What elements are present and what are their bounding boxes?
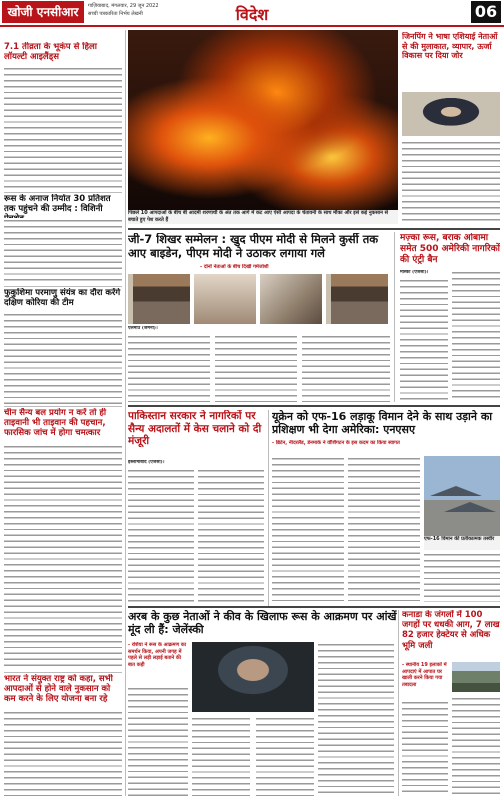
zelensky-photo — [192, 642, 314, 712]
obama-body-col1 — [400, 278, 448, 402]
zelensky-kicker: - रशिया ने रूस के आक्रमण का समर्थन किया, अपनी जगह में पहले से लड़ी लड़ाई बताने की बात कही — [128, 642, 187, 668]
zelensky-body-col3 — [256, 716, 314, 796]
pakistan-headline: पाकिस्तान सरकार ने नागरिकों पर सैन्य अदालतों में केस चलाने को दी मंजूरी — [128, 410, 262, 448]
canada-headline: कनाडा के जंगलों में 100 जगहों पर धधकी आग, 7 लाख 82 हजार हेक्टेयर से अधिक भूमि जली — [402, 610, 500, 651]
g7-meeting-photo — [260, 274, 322, 324]
f16-headline: यूक्रेन को एफ-16 लड़ाकू विमान देने के साथ उड़ाने का प्रशिक्षण भी देगा अमेरिका: एनएसए — [272, 410, 493, 437]
story5-headline: भारत ने संयुक्त राष्ट्र को कहा, सभी आपदाओं से होने वाले नुकसान को कम करने के लिए योजना बना रहे — [4, 674, 113, 705]
column-rule — [398, 610, 399, 796]
f16-body-col3 — [424, 552, 500, 602]
jet-shape — [430, 486, 482, 496]
g7-group-photo — [326, 274, 388, 324]
story4-body — [4, 444, 122, 670]
g7-body-col2 — [215, 334, 297, 402]
xi-body — [402, 140, 500, 224]
story2-headline: रूस के अनाज निर्यात 30 प्रतिशत तक पहुंचने की उम्मीद : विशिनी — [4, 194, 111, 215]
f16-caption: एफ-16 विमान की प्रतीकात्मक तस्वीर — [424, 536, 500, 550]
divider — [4, 192, 122, 193]
canada-body-col1 — [402, 700, 448, 796]
obama-dateline: मास्को (एजेंसी)। — [400, 270, 429, 275]
g7-headline: जी-7 शिखर सम्मेलन : खुद पीएम मोदी से मिलने कुर्सी तक आए बाइडेन, पीएम मोदी ने उठाकर लगाया गले — [128, 233, 379, 260]
story1-body — [4, 66, 122, 190]
dateline-date: गाज़ियाबाद, मंगलवार, 29 जून 2022 — [88, 3, 159, 9]
zelensky-headline: अरब के कुछ नेताओं ने कीव के खिलाफ रूस के आक्रमण पर आंखें मूंद ली हैं: जेलेंस्की — [128, 610, 397, 637]
canada-photo — [452, 662, 500, 692]
g7-body-col3 — [302, 334, 390, 402]
zelensky-body-col4 — [318, 642, 394, 796]
g7-handshake-photo — [194, 274, 256, 324]
g7-dateline: एलमाउ (जर्मनी)। — [128, 326, 158, 331]
divider — [4, 286, 122, 287]
masthead-rule — [0, 25, 504, 27]
story3-headline: फुकुशिमा परमाणु संयंत्र का दौरा करेंगे दक्षिण कोरिया की टीम — [4, 288, 121, 309]
xi-headline: जिनपिंग ने भाषा एशियाई नेताओं से की मुलाकात, व्यापार, ऊर्जा विकास पर दिया जोर — [402, 32, 498, 61]
wildfire-caption: पिछले 10 आपदाओं के बीच बी आदमी शरणार्थी के अंत तक आगे में कट आए ऐसी आपदा के चेतावनी के साथ मौका और इसे कई नुकसान से बचाते हुए पेश करते हैं — [128, 210, 398, 224]
divider — [128, 405, 500, 407]
divider — [4, 672, 122, 673]
obama-body-col2 — [452, 270, 500, 402]
divider — [128, 606, 500, 608]
zelensky-body-col2 — [192, 716, 250, 796]
jet-shape — [444, 502, 496, 512]
wildfire-photo — [128, 30, 398, 210]
column-rule — [394, 232, 395, 402]
pakistan-dateline: इस्लामाबाद (एजेंसी)। — [128, 460, 165, 465]
canada-kicker: - स्थानीय 19 इलाकों में आपदाएं में आपात घर खाली करने किया गया तबादला — [402, 662, 447, 688]
g7-body-col1 — [128, 334, 210, 402]
zelensky-body-col1 — [128, 686, 188, 796]
xi-photo — [402, 92, 500, 136]
masthead — [0, 0, 504, 26]
story4-headline: चीन सैन्य बल प्रयोग न करें तो ही ताइवानी भी ताइवान की पहचान, फारसिक जांच में होगा चमत्कार — [4, 408, 107, 439]
obama-headline: मज़्का रूस, बराक ओबामा समेत 500 अमेरिकी नागरिकों की एंट्री बैन — [400, 233, 500, 265]
f16-body-col2 — [348, 456, 420, 602]
divider — [128, 228, 500, 230]
f16-kicker: - ब्रिटेन, नीदरलैंड, डेनमार्क ने वॉशिंगटन के इस कदम का किया स्वागत — [272, 440, 400, 446]
dateline-tagline: सच्ची पत्रकारिता निर्भय लेखनी — [88, 11, 143, 17]
column-rule — [268, 410, 269, 606]
section-title: विदेश — [235, 5, 269, 24]
story1-headline: 7.1 तीव्रता के भूकंप से हिला लॉयल्टी आइलैंड्स — [4, 42, 97, 63]
page-number: 06 — [471, 1, 501, 23]
pakistan-body-col1 — [128, 468, 194, 602]
pakistan-body-col2 — [198, 468, 264, 602]
divider — [4, 406, 122, 407]
brand-logo: खोजी एनसीआर — [2, 1, 84, 23]
story5-body — [4, 710, 122, 796]
g7-kicker: - दोनों नेताओं के बीच दिखी गर्मजोशी — [200, 264, 269, 270]
column-rule — [125, 30, 126, 796]
g7-summit-photo — [128, 274, 190, 324]
canada-body-col2 — [452, 696, 500, 796]
story2-body — [4, 218, 122, 284]
f16-jets-photo — [424, 456, 500, 536]
story3-body — [4, 312, 122, 404]
f16-body-col1 — [272, 456, 344, 602]
